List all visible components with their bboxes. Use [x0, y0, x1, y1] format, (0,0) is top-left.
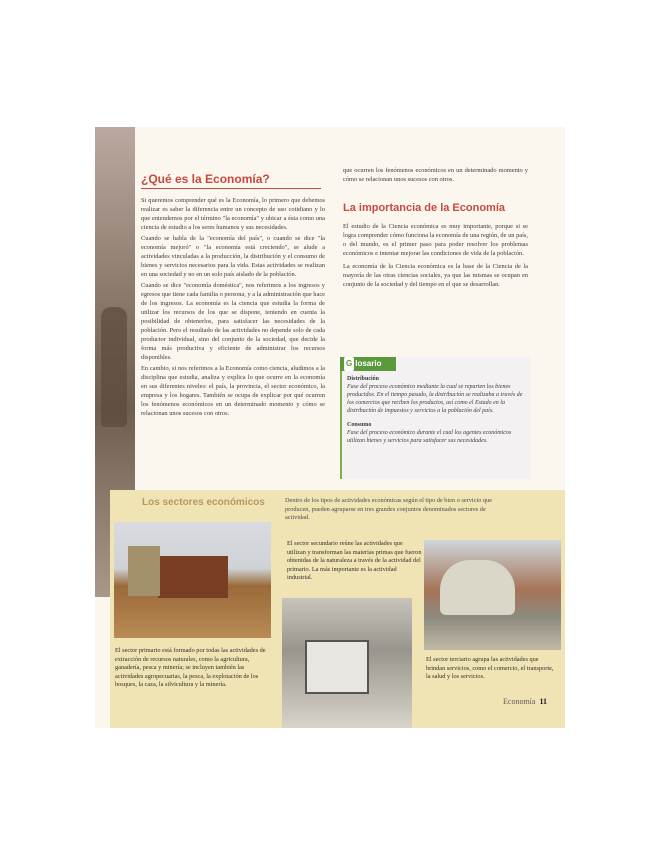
machine-shape [305, 640, 369, 694]
glossary-initial: G [344, 357, 354, 371]
sectors-title: Los sectores económicos [142, 497, 265, 508]
sacks-shape [440, 560, 515, 615]
truck-shape [158, 556, 228, 598]
right-column-text [343, 222, 528, 293]
glossary-tab [340, 357, 396, 371]
glossary-definition: Fase del proceso económico mediante la cual se reparten los bienes producidos. En el tiempo pasado, la distribución se realizaba a través de los comercios que reciben los productos, así como el Estado en la distribución de impuestos y servicios a la población del país. [347, 384, 523, 414]
paragraph: En cambio, si nos referimos a la Economía como ciencia, aludimos a la disciplina que estudia, analiza y explica lo que ocurre en la economía en sus diferentes niveles: el país, la provincia, el sector económico, la empresa y los hogares. También se ocupa de explicar por qué ocurren los fenómenos económicos en un determinado momento y cómo se relacionan unos sucesos con otros. [141, 365, 325, 417]
glossary-definition: Fase del proceso económico durante el cual los agentes económicos utilizan bienes y servicios para satisfacer sus necesidades. [347, 430, 512, 444]
footer-label: Economía [503, 697, 536, 706]
page-footer [503, 697, 547, 706]
caption-secondary: El sector secundario reúne las actividades que utilizan y transforman las materias primas que fueron obtenidas de la naturaleza a través de la actividad del primario. La más importante es la actividad industrial. [287, 540, 422, 581]
glossary-tab-label: losario [355, 359, 382, 368]
right-column-continued-text: que ocurren los fenómenos económicos en un determinado momento y cómo se relacionan unos sucesos con otros. [343, 167, 528, 183]
glossary-term: Distribución [347, 376, 380, 382]
title-rule [141, 188, 321, 189]
paragraph: Cuando se habla de la "economía del país", o cuando se dice "la economía mejoró" o "la economía está creciendo", se alude a actividades vinculadas a la producción, la distribución y el consumo de bienes y servicios necesarios para la vida. Estas actividades se realizan en una sociedad y no en un solo país aislado de la población. [141, 235, 325, 278]
paragraph: La economía de la Ciencia económica es la base de la Ciencia de la mayoría de las otras ciencias sociales, ya que las mismas se ocupan en conjunto de la sociedad y del tiempo en el que se desarrollan. [343, 263, 528, 288]
caption-primary: El sector primario está formado por todas las actividades de extracción de recursos naturales, como la agricultura, ganadería, pesca y minería; se incluyen también las actividades agropecuarias, la pesca, la explotación de los bosques, la caza, la silvicultura y la minería. [115, 647, 266, 688]
paragraph: Cuando se dice "economía doméstica", nos referimos a los ingresos y egresos que tiene cada familia o persona, y a la administración que hace de los ingresos. La economía es la ciencia que estudia la forma de utilizar los recursos de los que se dispone, teniendo en cuenta la posibilidad de obtenerlos, para satisfacer las necesidades de la población. Pero el resultado de las actividades no depende solo de cada productor individual, sino del conjunto de la sociedad, que decide la forma más productiva y eficiente de administrar los recursos disponibles. [141, 282, 326, 361]
glossary-body [347, 375, 523, 451]
paragraph: El estudio de la Ciencia económica es muy importante, porque si se logra comprender cómo funciona la economía de una región, de un país, o del mundo, es el primer paso para poder resolver los problemas económicos e intentar mejorar las condiciones de vida de la población. [343, 223, 528, 257]
section-title-que-es-economia: ¿Qué es la Economía? [141, 172, 270, 186]
glossary-term: Consumo [347, 422, 372, 428]
section-title-importancia: La importancia de la Economía [343, 202, 505, 214]
caption-tertiary: El sector terciario agrupa las actividades que brindan servicios, como el comercio, el transporte, la salud y los servicios. [426, 656, 554, 680]
page-number: 11 [539, 697, 547, 706]
paragraph: Si queremos comprender qué es la Economía, lo primero que debemos realizar es saber la diferencia entre un concepto de uso cotidiano y lo que entendemos por el término "la economía" y ubicar a ésta como una ciencia de estudio a los seres humanos y sus necesidades. [141, 197, 325, 231]
sectors-intro: Dentro de los tipos de actividades económicas según el tipo de bien o servicio que producen, pueden agruparse en tres grandes conjuntos denominados sectores de actividad. [285, 497, 493, 521]
left-column-text [141, 196, 325, 420]
